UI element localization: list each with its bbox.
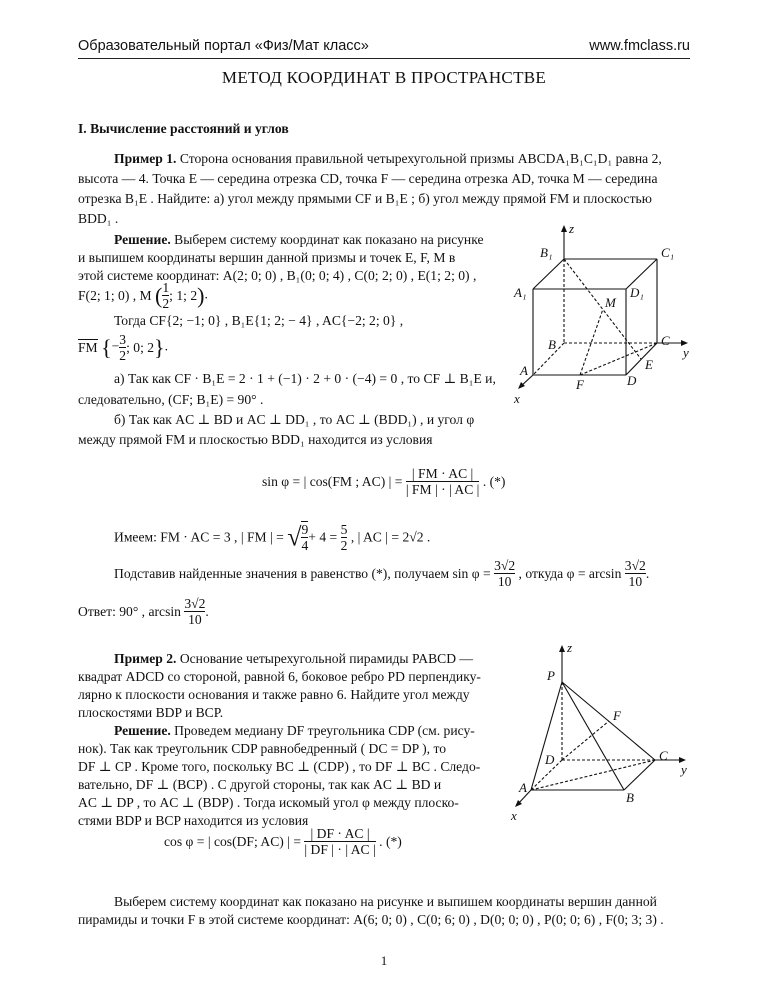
ex1-line2: высота — 4. Точка E — середина отрезка CD, точка F — середина отрезка AD, точка M — середина xyxy=(78,171,658,186)
label-F: F xyxy=(613,708,621,723)
label-z: z xyxy=(567,640,573,655)
label-E: E xyxy=(645,357,653,372)
ex1-line3: отрезка B₁E . Найдите: а) угол между прямыми CF и B₁E ; б) угол между прямой FM и плоскостью xyxy=(78,191,652,206)
label-y: y xyxy=(683,345,689,360)
ex2-line1: Пример 2. Основание четырехугольной пирамиды PABCD — xyxy=(114,651,474,666)
label-A: A xyxy=(519,780,527,795)
edge-PA xyxy=(531,682,562,790)
ex1-result-line: Подставив найденные значения в равенство (*), получаем sin φ = $\frac{3√2}{10}$ , откуда φ = arcsin $\frac{3√2}{10}$ . xyxy=(114,558,650,589)
ex1-values-line: Имеем: FM · AC = 3 , | FM | = √ $\frac{9}{4}$ + 4 = $\frac{5}{2}$ , | AC | = 2√2 . xyxy=(114,521,431,553)
ex2-line4: плоскостями BDP и BCP. xyxy=(78,705,224,720)
label-A: A xyxy=(520,363,528,378)
ex1-line4: BDD₁ . xyxy=(78,211,119,226)
ex2-coords-line2: пирамиды и точки F в этой системе координат: A(6; 0; 0) , C(0; 6; 0) , D(0; 0; 0) , P(0; 0; 6) , F(0; 3; 3) . xyxy=(78,912,664,927)
page-header xyxy=(78,36,690,59)
ex1-part-a-line1: а) Так как CF · B₁E = 2 · 1 + (−1) · 2 + 0 · (−4) = 0 , то CF ⊥ B₁E и, xyxy=(114,371,496,386)
label-B1: B₁ xyxy=(540,245,553,260)
ex2-coords-line1: Выберем систему координат как показано на рисунке и выпишем координаты вершин данной xyxy=(114,894,657,909)
ex2-formula-cos: cos φ = | cos(DF; AC) | = $\frac{| DF \cdot AC |}{| DF | \cdot | AC |}$ . (*) xyxy=(164,826,402,857)
label-C: C xyxy=(661,333,670,348)
label-P: P xyxy=(547,668,555,683)
ex2-line3: лярно к плоскости основания и также равно 6. Найдите угол между xyxy=(78,687,470,702)
label-D: D xyxy=(545,752,555,767)
edge-PB xyxy=(562,682,624,790)
header-url[interactable]: www.fmclass.ru xyxy=(589,38,690,54)
ex1-line1: Пример 1. Сторона основания правильной четырехугольной призмы ABCDA₁B₁C₁D₁ равна 2, xyxy=(114,151,662,166)
ex2-solution-line4: вательно, DF ⊥ (BCP) . С другой стороны, так как AC ⊥ BD и xyxy=(78,777,442,792)
ex2-solution-line1: Решение. Проведем медиану DF треугольника CDP (см. рису- xyxy=(114,723,475,738)
label-C1: C₁ xyxy=(661,245,675,260)
ex2-solution-line5: AC ⊥ DP , то AC ⊥ (BDP) . Тогда искомый угол φ между плоско- xyxy=(78,795,459,810)
ex2-solution-line3: DF ⊥ CP . Кроме того, поскольку BC ⊥ (CDP) , то DF ⊥ BC . Следо- xyxy=(78,759,481,774)
page-number: 1 xyxy=(380,953,388,968)
ex1-part-a-line2: следовательно, (CF; B₁E) = 90° . xyxy=(78,392,264,407)
ex2-line2: квадрат ADCD со стороной, равной 6, боковое ребро PD перпендику- xyxy=(78,669,481,684)
ex1-vector-FM: FM {− $\frac{3}{2}$ ; 0; 2}. xyxy=(78,332,169,363)
segment-B1E xyxy=(564,259,641,359)
ex1-point-F-M: F(2; 1; 0) , M ( $\frac{1}{2}$ ; 1; 2). xyxy=(78,280,208,311)
label-x: x xyxy=(514,391,520,406)
label-B: B xyxy=(626,790,634,805)
ex1-part-b-line2: между прямой FM и плоскостью BDD₁ находится из условия xyxy=(78,432,433,447)
ex1-solution-line3: этой системе координат: A(2; 0; 0) , B₁(0; 0; 4) , C(0; 2; 0) , E(1; 2; 0) , xyxy=(78,268,477,283)
ex2-solution-line2: нок). Так как треугольник CDP равнобедренный ( DC = DP ), то xyxy=(78,741,446,756)
label-D: D xyxy=(627,373,637,388)
ex1-solution-line1: Решение. Выберем систему координат как показано на рисунке xyxy=(114,232,484,247)
label-z: z xyxy=(569,221,575,236)
label-M: M xyxy=(605,295,616,310)
edge-B1A1 xyxy=(533,259,564,289)
label-A1: A₁ xyxy=(514,285,527,300)
label-D1: D₁ xyxy=(630,285,644,300)
ex1-vectors-line: Тогда CF{2; −1; 0} , B₁E{1; 2; − 4} , AC{−2; 2; 0} , xyxy=(114,313,404,328)
prism-figure xyxy=(500,221,700,410)
label-F: F xyxy=(576,377,584,392)
label-x: x xyxy=(511,808,517,823)
label-y: y xyxy=(681,762,687,777)
segment-DF xyxy=(562,721,609,760)
section-heading: I. Вычисление расстояний и углов xyxy=(78,121,289,136)
header-portal-name: Образовательный портал «Физ/Мат класс» xyxy=(78,38,369,54)
label-B: B xyxy=(548,337,556,352)
page-title: МЕТОД КООРДИНАТ В ПРОСТРАНСТВЕ xyxy=(221,68,547,87)
pyramid-figure xyxy=(505,640,695,823)
segment-FM xyxy=(580,309,603,375)
ex1-formula-sin: sin φ = | cos(FM ; AC) | = $\frac{| FM \cdot AC |}{| FM | \cdot | AC |}$ . (*) xyxy=(262,466,506,497)
ex1-answer: Ответ: 90° , arcsin $\frac{3√2}{10}$ . xyxy=(78,596,209,627)
ex2-solution-line6: стями BDP и BCP находится из условия xyxy=(78,813,309,828)
ex1-solution-line2: и выпишем координаты вершин данной призмы и точек E, F, M в xyxy=(78,250,456,265)
ex1-part-b-line1: б) Так как AC ⊥ BD и AC ⊥ DD₁ , то AC ⊥ (BDD₁) , и угол φ xyxy=(114,412,475,427)
edge-BC xyxy=(624,760,655,790)
label-C: C xyxy=(659,748,668,763)
